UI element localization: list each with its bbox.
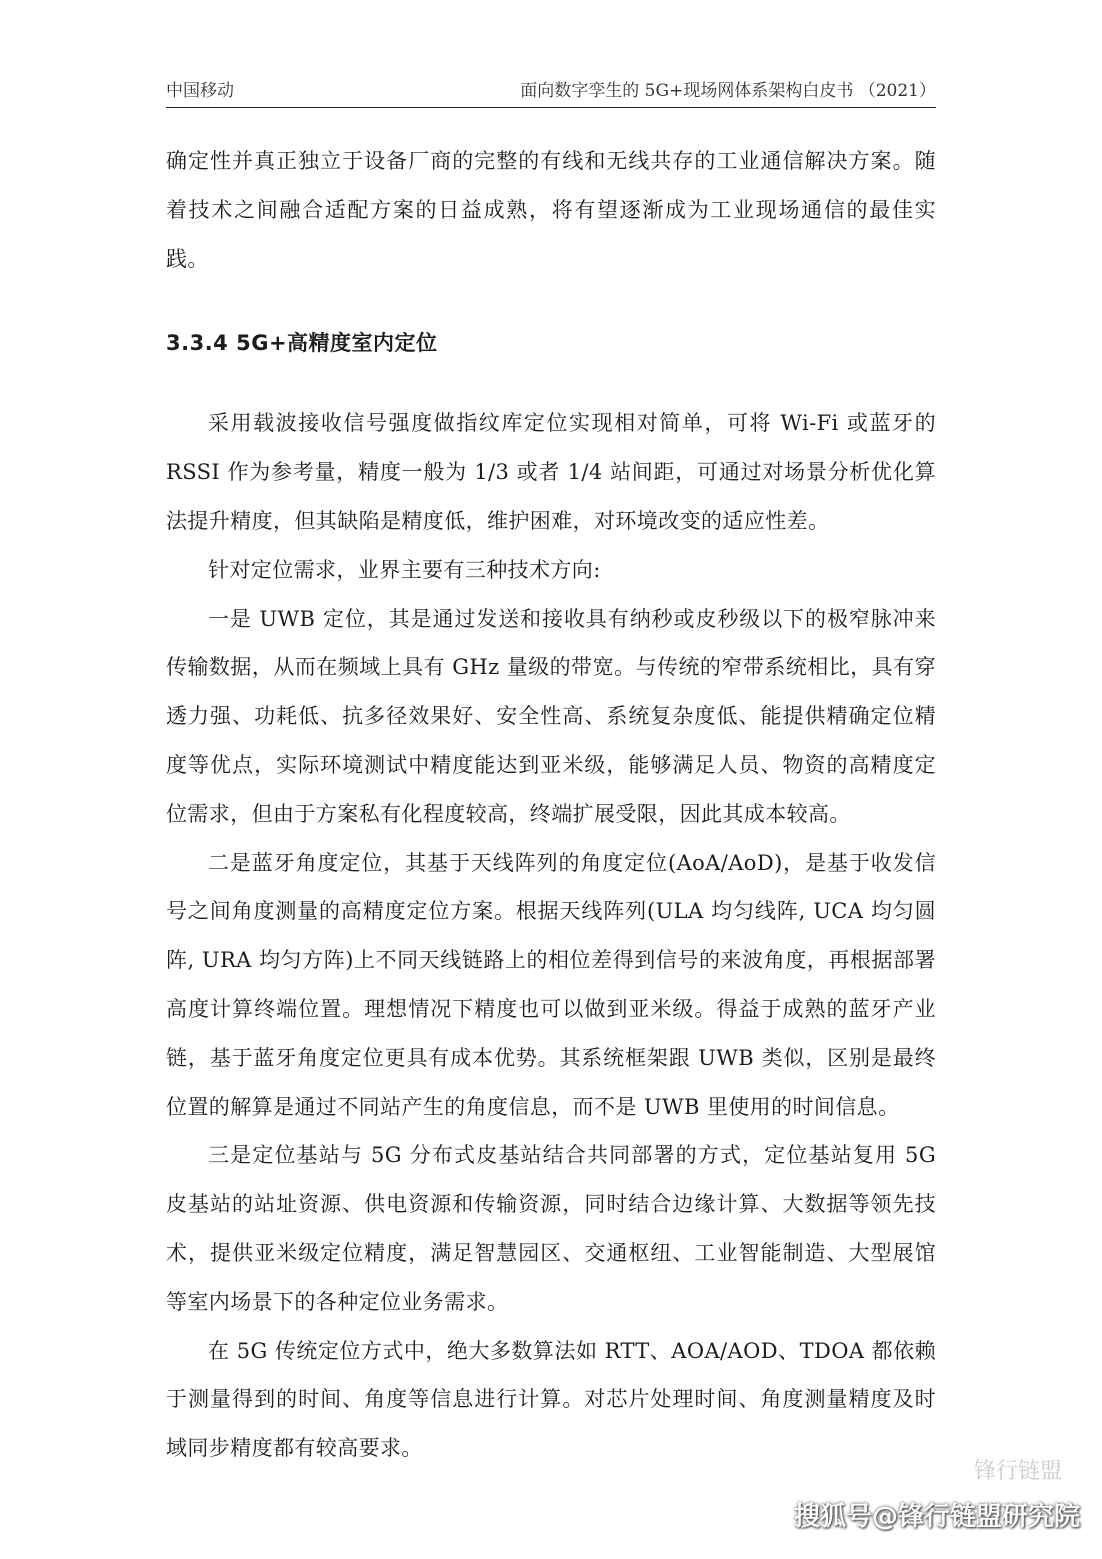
paragraph-uwb: 一是 UWB 定位，其是通过发送和接收具有纳秒或皮秒级以下的极窄脉冲来传输数据，从而在频域上具有 GHz 量级的带宽。与传统的窄带系统相比，具有穿透力强、功耗低、抗多径效果好、安全性高、系统复杂度低、能提供精确定位精度等优点，实际环境测试中精度能达到亚米级，能够满足人员、物资的高精度定位需求，但由于方案私有化程度较高，终端扩展受限，因此其成本较高。 — [166, 606, 936, 826]
document-body — [166, 137, 936, 1473]
intro-paragraph: 确定性并真正独立于设备厂商的完整的有线和无线共存的工业通信解决方案。随着技术之间融合适配方案的日益成熟，将有望逐渐成为工业现场通信的最佳实践。 — [166, 149, 936, 271]
section-heading: 3.3.4 5G+高精度室内定位 — [166, 331, 438, 356]
header-right: 面向数字孪生的 5G+现场网体系架构白皮书 （2021） — [520, 81, 936, 101]
paragraph-bluetooth: 二是蓝牙角度定位，其基于天线阵列的角度定位(AoA/AoD)，是基于收发信号之间角度测量的高精度定位方案。根据天线阵列(ULA 均匀线阵, UCA 均匀圆阵, URA 均匀方阵)上不同天线链路上的相位差得到信号的来波角度，再根据部署高度计算终端位置。理想情况下精度也可以做到亚米级。得益于成熟的蓝牙产业链，基于蓝牙角度定位更具有成本优势。其系统框架跟 UWB 类似，区别是最终位置的解算是通过不同站产生的角度信息，而不是 UWB 里使用的时间信息。 — [166, 850, 936, 1119]
paragraph-5g-basestation: 三是定位基站与 5G 分布式皮基站结合共同部署的方式，定位基站复用 5G 皮基站的站址资源、供电资源和传输资源，同时结合边缘计算、大数据等领先技术，提供亚米级定位精度，满足智慧园区、交通枢纽、工业智能制造、大型展馆等室内场景下的各种定位业务需求。 — [166, 1143, 936, 1314]
paragraph-directions: 针对定位需求，业界主要有三种技术方向: — [208, 557, 601, 582]
header-left: 中国移动 — [166, 81, 234, 101]
page-header — [166, 76, 936, 108]
paragraph-rssi: 采用载波接收信号强度做指纹库定位实现相对简单，可将 Wi-Fi 或蓝牙的 RSSI 作为参考量，精度一般为 1/3 或者 1/4 站间距，可通过对场景分析优化算法提升精度，但其缺陷是精度低，维护困难，对环境改变的适应性差。 — [166, 411, 936, 533]
watermark-text: 搜狐号@锋行链盟研究院 — [793, 1502, 1080, 1532]
paragraph-5g-traditional: 在 5G 传统定位方式中，绝大多数算法如 RTT、AOA/AOD、TDOA 都依赖于测量得到的时间、角度等信息进行计算。对芯片处理时间、角度测量精度及时域同步精度都有较高要求。 — [166, 1338, 936, 1461]
watermark-logo: 锋行链盟 — [973, 1459, 1062, 1484]
